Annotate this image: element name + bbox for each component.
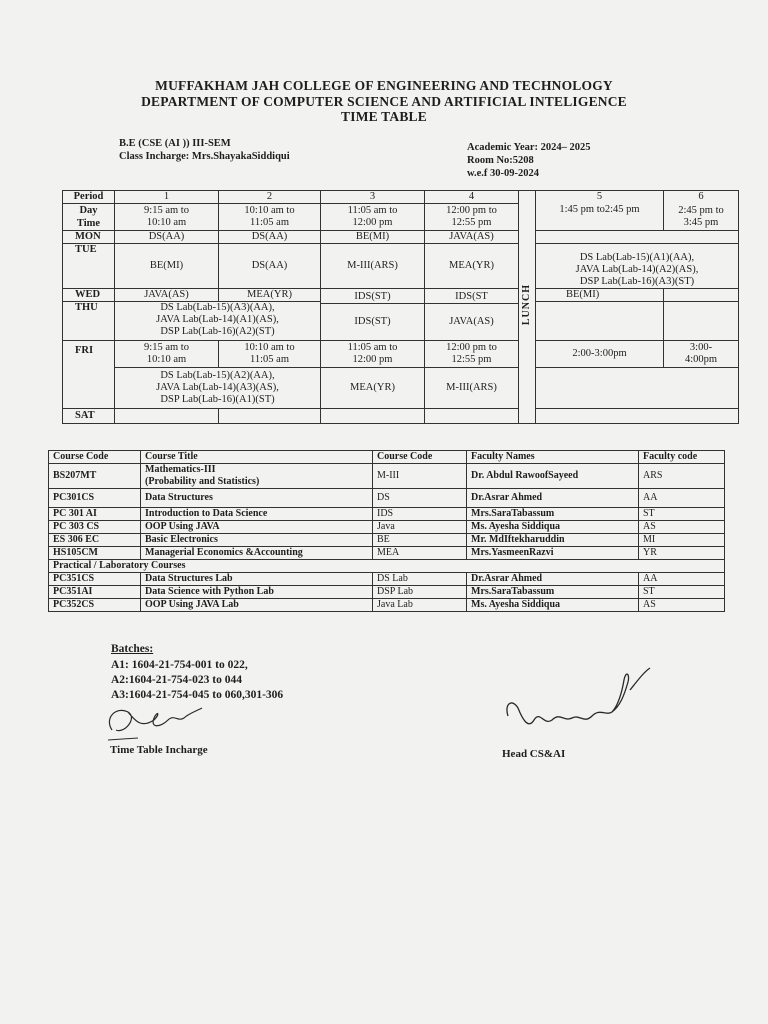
course-short: MEA bbox=[373, 547, 467, 560]
sat-p4 bbox=[425, 409, 519, 424]
period-3: 3 bbox=[321, 191, 425, 204]
fri-time-3: 11:05 am to 12:00 pm bbox=[321, 341, 425, 368]
mon-p2: DS(AA) bbox=[219, 231, 321, 244]
lunch-column bbox=[519, 191, 536, 424]
course-title: Basic Electronics bbox=[141, 534, 373, 547]
faculty-name: Dr.Asrar Ahmed bbox=[467, 573, 639, 586]
course-code: PC 303 CS bbox=[49, 521, 141, 534]
thu-p4: JAVA(AS) bbox=[425, 304, 519, 341]
time-3: 11:05 am to 12:00 pm bbox=[321, 204, 425, 231]
row-mon bbox=[63, 231, 739, 244]
course-title: Introduction to Data Science bbox=[141, 508, 373, 521]
table-row bbox=[49, 586, 725, 599]
wed-p3: IDS(ST) bbox=[321, 289, 425, 304]
faculty-name: Ms. Ayesha Siddiqua bbox=[467, 599, 639, 612]
faculty-name: Dr.Asrar Ahmed bbox=[467, 489, 639, 508]
head-label: Head CS&AI bbox=[502, 748, 566, 760]
header-faculty-code: Faculty code bbox=[639, 451, 725, 464]
fri-time-5: 2:00-3:00pm bbox=[536, 341, 664, 368]
wed-p4: IDS(ST bbox=[425, 289, 519, 304]
fri-lab: DS Lab(Lab-15)(A2)(AA), JAVA Lab(Lab-14)(A3)(AS), DSP Lab(Lab-16)(A1)(ST) bbox=[115, 368, 321, 409]
academic-year: Academic Year: 2024– 2025 bbox=[467, 142, 591, 153]
course-short: DSP Lab bbox=[373, 586, 467, 599]
batch-a2: A2:1604-21-754-023 to 044 bbox=[111, 674, 242, 686]
day-thu: THU bbox=[63, 302, 115, 341]
effective-date: w.e.f 30-09-2024 bbox=[467, 168, 540, 179]
header-course-code: Course Code bbox=[49, 451, 141, 464]
thu-p5 bbox=[536, 302, 664, 341]
fri-time-4: 12:00 pm to 12:55 pm bbox=[425, 341, 519, 368]
day-fri: FRI bbox=[63, 341, 115, 409]
wed-afternoon: BE(MI) bbox=[536, 289, 664, 302]
course-title: Data Structures bbox=[141, 489, 373, 508]
fri-time-6: 3:00- 4:00pm bbox=[664, 341, 739, 368]
course-short: IDS bbox=[373, 508, 467, 521]
course-code: PC352CS bbox=[49, 599, 141, 612]
head-signature bbox=[500, 660, 660, 744]
time-2: 10:10 am to 11:05 am bbox=[219, 204, 321, 231]
faculty-name: Mrs.YasmeenRazvi bbox=[467, 547, 639, 560]
period-1: 1 bbox=[115, 191, 219, 204]
faculty-code: ST bbox=[639, 586, 725, 599]
row-tue bbox=[63, 244, 739, 289]
mon-p4: JAVA(AS) bbox=[425, 231, 519, 244]
fri-time-1: 9:15 am to 10:10 am bbox=[115, 341, 219, 368]
course-short: DS bbox=[373, 489, 467, 508]
sat-p1 bbox=[115, 409, 219, 424]
faculty-name: Dr. Abdul RawoofSayeed bbox=[467, 464, 639, 489]
period-5: 5 bbox=[536, 191, 664, 204]
course-code: ES 306 EC bbox=[49, 534, 141, 547]
program: B.E (CSE (AI )) III-SEM bbox=[119, 138, 231, 149]
thu-p3: IDS(ST) bbox=[321, 304, 425, 341]
course-title: OOP Using JAVA Lab bbox=[141, 599, 373, 612]
incharge-label: Time Table Incharge bbox=[110, 744, 208, 756]
tue-p2: DS(AA) bbox=[219, 244, 321, 289]
faculty-code: AA bbox=[639, 573, 725, 586]
faculty-code: YR bbox=[639, 547, 725, 560]
faculty-code: AA bbox=[639, 489, 725, 508]
header-short-code: Course Code bbox=[373, 451, 467, 464]
thu-p6 bbox=[664, 302, 739, 341]
fri-p4: M-III(ARS) bbox=[425, 368, 519, 409]
faculty-name: Mrs.SaraTabassum bbox=[467, 508, 639, 521]
course-short: Java Lab bbox=[373, 599, 467, 612]
table-row bbox=[49, 521, 725, 534]
batch-a1: A1: 1604-21-754-001 to 022, bbox=[111, 659, 248, 671]
college-name: MUFFAKHAM JAH COLLEGE OF ENGINEERING AND TECHNOLOGY bbox=[155, 78, 613, 93]
tue-lab: DS Lab(Lab-15)(A1)(AA), JAVA Lab(Lab-14)(A2)(AS), DSP Lab(Lab-16)(A3)(ST) bbox=[536, 244, 739, 289]
day-mon: MON bbox=[63, 231, 115, 244]
timetable bbox=[62, 190, 739, 424]
day-sat: SAT bbox=[63, 409, 115, 424]
course-title: Data Structures Lab bbox=[141, 573, 373, 586]
faculty-code: AS bbox=[639, 599, 725, 612]
faculty-code: MI bbox=[639, 534, 725, 547]
faculty-name: Mrs.SaraTabassum bbox=[467, 586, 639, 599]
table-row bbox=[49, 573, 725, 586]
practical-header-row bbox=[49, 560, 725, 573]
period-row bbox=[63, 191, 739, 204]
row-sat bbox=[63, 409, 739, 424]
course-short: BE bbox=[373, 534, 467, 547]
sat-p3 bbox=[321, 409, 425, 424]
course-code: PC301CS bbox=[49, 489, 141, 508]
course-title: Data Science with Python Lab bbox=[141, 586, 373, 599]
sat-afternoon bbox=[536, 409, 739, 424]
row-wed bbox=[63, 289, 739, 302]
course-short: Java bbox=[373, 521, 467, 534]
period-6: 6 bbox=[664, 191, 739, 204]
time-5: 1:45 pm to2:45 pm bbox=[536, 204, 664, 231]
fri-afternoon bbox=[536, 368, 739, 409]
table-row bbox=[49, 599, 725, 612]
mon-p1: DS(AA) bbox=[115, 231, 219, 244]
course-short: DS Lab bbox=[373, 573, 467, 586]
faculty-code: ST bbox=[639, 508, 725, 521]
course-title: OOP Using JAVA bbox=[141, 521, 373, 534]
day-wed: WED bbox=[63, 289, 115, 302]
row-fri bbox=[63, 341, 739, 368]
fri-time-2: 10:10 am to 11:05 am bbox=[219, 341, 321, 368]
tue-p3: M-III(ARS) bbox=[321, 244, 425, 289]
incharge-signature bbox=[98, 700, 208, 748]
time-1: 9:15 am to 10:10 am bbox=[115, 204, 219, 231]
class-incharge: Class Incharge: Mrs.ShayakaSiddiqui bbox=[119, 151, 290, 162]
day-tue: TUE bbox=[63, 244, 115, 289]
header-course-title: Course Title bbox=[141, 451, 373, 464]
course-code: PC 301 AI bbox=[49, 508, 141, 521]
time-6: 2:45 pm to 3:45 pm bbox=[664, 204, 739, 231]
table-row bbox=[49, 464, 725, 489]
course-code: PC351AI bbox=[49, 586, 141, 599]
batches-label: Batches: bbox=[111, 643, 154, 655]
document-title: TIME TABLE bbox=[341, 109, 427, 124]
table-row bbox=[49, 547, 725, 560]
tue-p4: MEA(YR) bbox=[425, 244, 519, 289]
table-row bbox=[49, 534, 725, 547]
sat-p2 bbox=[219, 409, 321, 424]
mon-afternoon bbox=[536, 231, 739, 244]
course-short: M-III bbox=[373, 464, 467, 489]
room-number: Room No:5208 bbox=[467, 155, 534, 166]
faculty-name: Mr. MdIftekharuddin bbox=[467, 534, 639, 547]
mon-p3: BE(MI) bbox=[321, 231, 425, 244]
batch-a3: A3:1604-21-754-045 to 060,301-306 bbox=[111, 689, 284, 701]
wed-p2: MEA(YR) bbox=[219, 289, 321, 302]
wed-p6 bbox=[664, 289, 739, 302]
table-row bbox=[49, 508, 725, 521]
course-title: Managerial Economics &Accounting bbox=[141, 547, 373, 560]
header-faculty-names: Faculty Names bbox=[467, 451, 639, 464]
course-table bbox=[48, 450, 725, 612]
time-4: 12:00 pm to 12:55 pm bbox=[425, 204, 519, 231]
department-name: DEPARTMENT OF COMPUTER SCIENCE AND ARTIFICIAL INTELIGENCE bbox=[141, 94, 627, 109]
faculty-name: Ms. Ayesha Siddiqua bbox=[467, 521, 639, 534]
period-2: 2 bbox=[219, 191, 321, 204]
course-header-row bbox=[49, 451, 725, 464]
faculty-code: AS bbox=[639, 521, 725, 534]
practical-label: Practical / Laboratory Courses bbox=[49, 560, 725, 573]
tue-p1: BE(MI) bbox=[115, 244, 219, 289]
faculty-code: ARS bbox=[639, 464, 725, 489]
table-row bbox=[49, 489, 725, 508]
fri-p3: MEA(YR) bbox=[321, 368, 425, 409]
wed-p1: JAVA(AS) bbox=[115, 289, 219, 302]
course-title: Mathematics-III (Probability and Statistics) bbox=[141, 464, 373, 489]
lunch-label: LUNCH bbox=[521, 284, 532, 326]
period-label: Period bbox=[63, 191, 115, 204]
thu-lab: DS Lab(Lab-15)(A3)(AA), JAVA Lab(Lab-14)(A1)(AS), DSP Lab(Lab-16)(A2)(ST) bbox=[115, 302, 321, 341]
time-row bbox=[63, 204, 739, 231]
course-code: HS105CM bbox=[49, 547, 141, 560]
day-time-label: Day Time bbox=[63, 204, 115, 231]
period-4: 4 bbox=[425, 191, 519, 204]
course-code: PC351CS bbox=[49, 573, 141, 586]
course-code: BS207MT bbox=[49, 464, 141, 489]
